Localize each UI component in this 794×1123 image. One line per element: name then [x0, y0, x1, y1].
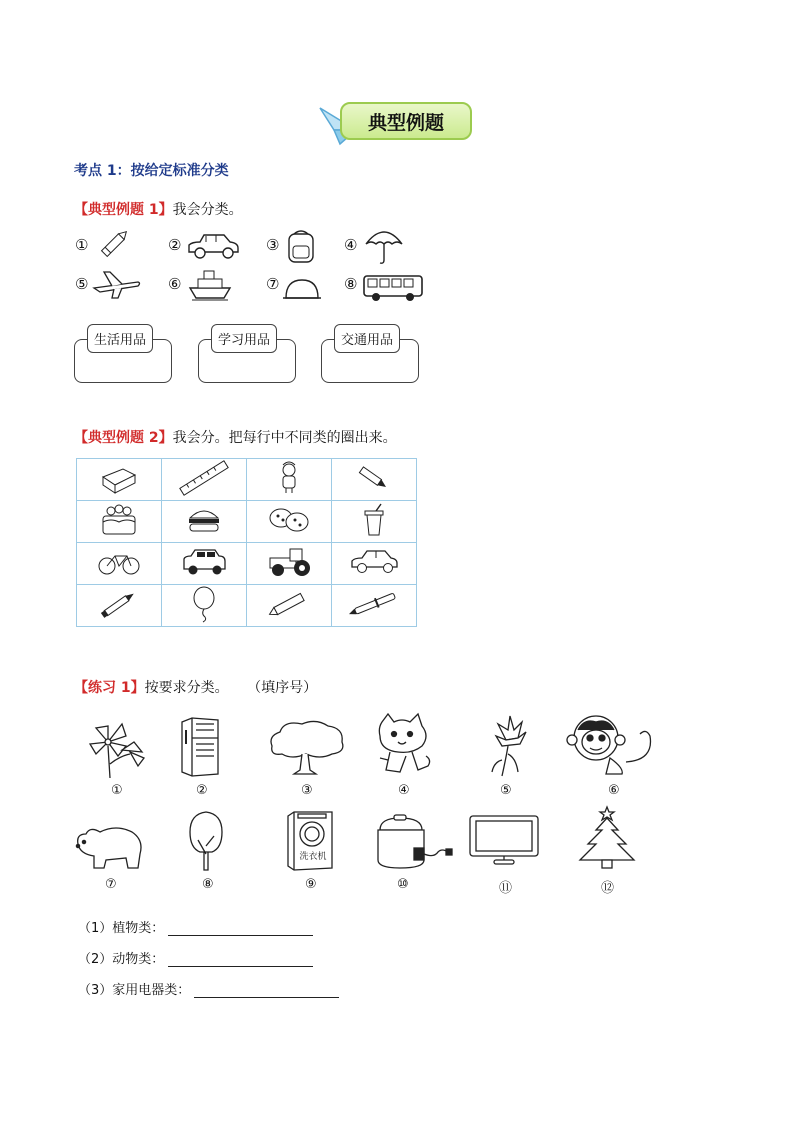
bear-icon: [72, 822, 146, 872]
fountain-pen-icon: [97, 587, 141, 621]
grid-cell[interactable]: [332, 459, 417, 501]
grid-cell[interactable]: [247, 459, 332, 501]
grid-row: [77, 543, 417, 585]
umbrella-icon: [364, 226, 404, 266]
monkey-icon: [566, 712, 658, 778]
washing-machine-label: 洗衣机: [299, 852, 327, 862]
refrigerator-icon: [178, 716, 222, 778]
car-icon: [349, 547, 399, 577]
item-number: ⑥: [168, 275, 182, 293]
practice1-tag: 【练习 1】: [74, 680, 145, 696]
question-label: （1）植物类：: [78, 921, 165, 936]
pen-icon: [346, 590, 402, 618]
washing-machine-icon: [284, 810, 336, 872]
grid-cell[interactable]: [332, 543, 417, 585]
banner-title: 典型例题: [340, 102, 472, 140]
grid-row: [77, 585, 417, 627]
practice1-heading: [74, 677, 317, 697]
grid-cell[interactable]: [247, 585, 332, 627]
item-number: ⑥: [608, 783, 620, 798]
item-number: ⑦: [105, 877, 117, 892]
pencil-icon: [266, 589, 312, 619]
grid-cell[interactable]: [332, 585, 417, 627]
ship-icon: [188, 268, 232, 302]
answer-blank[interactable]: [168, 921, 313, 936]
item-number: ②: [168, 236, 182, 254]
item-number: ⑤: [500, 783, 512, 798]
tree-icon: [266, 718, 348, 776]
kaodian-heading: 考点 1：按给定标准分类: [74, 163, 229, 179]
example1-tag: 【典型例题 1】: [74, 202, 173, 218]
television-icon: [468, 814, 540, 866]
example2-instruction: 我会分。把每行中不同类的圈出来。: [172, 430, 397, 446]
airplane-icon: [92, 268, 142, 300]
cookies-icon: [267, 505, 311, 535]
item-number: ⑦: [266, 275, 280, 293]
item-number: ④: [398, 783, 410, 798]
category-label: 学习用品: [211, 324, 277, 353]
question-animals: [78, 948, 313, 967]
item-number: ⑪: [499, 881, 513, 896]
grid-cell[interactable]: [77, 543, 162, 585]
grid-cell[interactable]: [247, 543, 332, 585]
doll-icon: [277, 461, 301, 495]
grid-cell[interactable]: [77, 585, 162, 627]
cake-icon: [99, 502, 139, 538]
backpack-icon: [284, 228, 318, 264]
question-label: （3）家用电器类：: [78, 983, 191, 998]
grid-row: [77, 501, 417, 543]
item-number: ④: [344, 236, 358, 254]
rice-cooker-icon: [374, 814, 456, 872]
pencil-icon: [98, 226, 132, 260]
section-banner: [318, 100, 476, 144]
grid-cell[interactable]: [77, 459, 162, 501]
item-number: ⑧: [344, 275, 358, 293]
example1-heading: [74, 199, 243, 219]
cat-icon: [372, 712, 434, 778]
item-number: ⑫: [601, 881, 615, 896]
category-label: 生活用品: [87, 324, 153, 353]
grid-cell[interactable]: [77, 501, 162, 543]
practice1-instruction: 按要求分类。: [144, 680, 229, 696]
practice1-note: （填序号）: [247, 680, 318, 696]
example2-tag: 【典型例题 2】: [74, 430, 173, 446]
small-tree-icon: [186, 810, 226, 872]
item-number: ⑧: [202, 877, 214, 892]
item-number: ⑤: [75, 275, 89, 293]
grid-cell[interactable]: [162, 543, 247, 585]
grid-cell[interactable]: [247, 501, 332, 543]
grid-cell[interactable]: [332, 501, 417, 543]
balloon-icon: [191, 586, 217, 622]
question-appliances: [78, 979, 339, 998]
car-icon: [186, 232, 240, 262]
grid-cell[interactable]: [162, 501, 247, 543]
ruler-icon: [176, 460, 232, 496]
grid-cell[interactable]: [162, 585, 247, 627]
grid-row: [77, 459, 417, 501]
answer-blank[interactable]: [194, 983, 339, 998]
item-number: ①: [111, 783, 123, 798]
question-label: （2）动物类：: [78, 952, 165, 967]
tractor-icon: [266, 546, 312, 578]
car-icon: [181, 547, 227, 577]
hamburger-icon: [186, 506, 222, 534]
item-number: ②: [196, 783, 208, 798]
example1-instruction: 我会分类。: [172, 202, 243, 218]
item-number: ⑩: [397, 877, 409, 892]
lotus-icon: [486, 714, 530, 778]
odd-one-out-grid: [76, 458, 417, 627]
category-label: 交通用品: [334, 324, 400, 353]
question-plants: [78, 917, 313, 936]
eraser-icon: [99, 463, 139, 493]
grid-cell[interactable]: [162, 459, 247, 501]
drink-cup-icon: [361, 503, 387, 537]
flower-icon: [86, 718, 150, 780]
christmas-tree-icon: [576, 806, 638, 872]
pencil-icon: [357, 463, 391, 493]
bus-icon: [362, 274, 424, 304]
hat-icon: [282, 278, 322, 302]
answer-blank[interactable]: [168, 952, 313, 967]
bicycle-icon: [97, 548, 141, 576]
item-number: ③: [266, 236, 280, 254]
item-number: ⑨: [305, 877, 317, 892]
item-number: ③: [301, 783, 313, 798]
example2-heading: [74, 427, 397, 447]
item-number: ①: [75, 236, 89, 254]
